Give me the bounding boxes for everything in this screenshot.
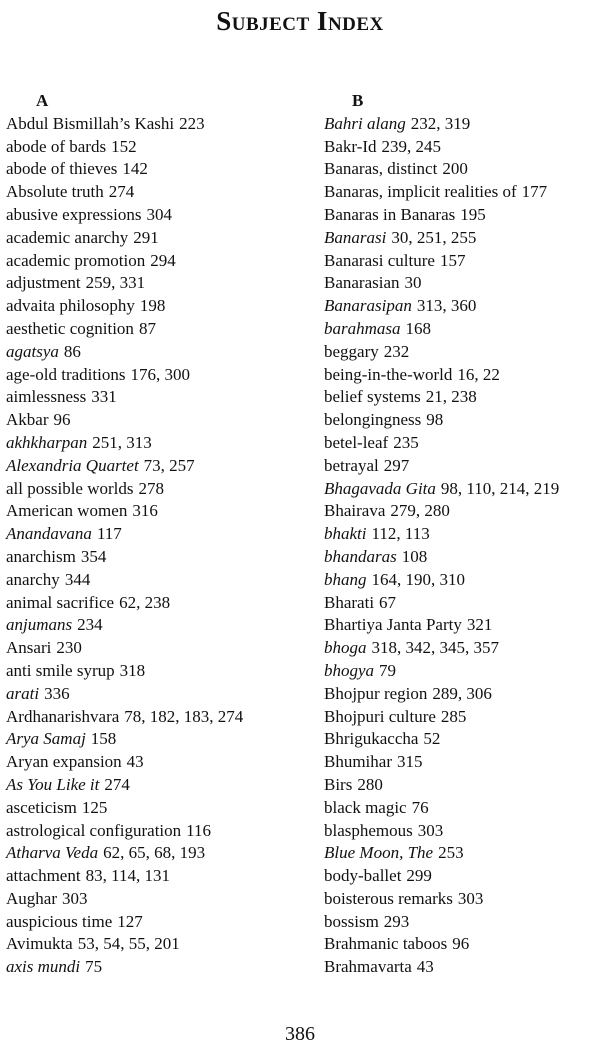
index-entry: [6, 842, 306, 865]
index-pages: 157: [439, 250, 466, 270]
index-pages: 303: [457, 888, 484, 908]
index-pages: 235: [393, 432, 419, 452]
index-entry: [6, 614, 306, 637]
index-entry: [324, 751, 600, 774]
index-pages: 112, 113: [371, 524, 430, 544]
index-entry: [324, 455, 600, 478]
index-entry: [6, 592, 306, 615]
page-title: Subject Index: [216, 6, 384, 36]
index-entry: [6, 820, 306, 843]
index-entry: [324, 272, 600, 295]
page-number: 386: [285, 1023, 315, 1045]
index-term: Banarasipan: [324, 296, 412, 316]
index-pages: 73, 257: [143, 455, 195, 475]
index-pages: 274: [108, 182, 135, 202]
index-term: Bhumihar: [324, 752, 392, 772]
index-term: betrayal: [324, 455, 379, 475]
index-pages: 239, 245: [381, 136, 442, 156]
index-entry: [324, 295, 600, 318]
index-entry: [324, 204, 600, 227]
index-entry: [6, 364, 306, 387]
index-entry: [6, 432, 306, 455]
index-pages: 313, 360: [416, 296, 477, 316]
index-entry: [324, 386, 600, 409]
index-entry: [6, 318, 306, 341]
index-entry: [6, 158, 306, 181]
index-pages: 318, 342, 345, 357: [371, 638, 499, 658]
index-entry: [6, 136, 306, 159]
index-term: anarchism: [6, 546, 76, 566]
index-entry: [324, 500, 600, 523]
index-term: Absolute truth: [6, 182, 104, 202]
index-entry: [324, 181, 600, 204]
index-term: body-ballet: [324, 866, 402, 886]
index-term: being-in-the-world: [324, 364, 453, 384]
index-term: Abdul Bismillah’s Kashi: [6, 113, 175, 133]
index-pages: 232: [383, 341, 410, 361]
index-term: agatsya: [6, 341, 59, 361]
index-term: anjumans: [6, 615, 73, 635]
index-term: Bahri alang: [324, 113, 406, 133]
index-pages: 30: [404, 273, 422, 293]
index-entry: [324, 614, 600, 637]
index-entry: [6, 523, 306, 546]
index-term: academic anarchy: [6, 227, 129, 247]
index-entry: [6, 341, 306, 364]
index-pages: 127: [117, 911, 143, 931]
index-entry: [6, 409, 306, 432]
index-entry: [6, 500, 306, 523]
index-entry: [6, 204, 306, 227]
index-term: bhakti: [324, 524, 367, 544]
index-term: bhoga: [324, 638, 367, 658]
index-term: As You Like it: [6, 774, 100, 794]
index-entry: [6, 386, 306, 409]
index-column-a: [6, 90, 306, 979]
index-pages: 117: [96, 524, 122, 544]
index-pages: 98, 110, 214, 219: [440, 478, 560, 498]
index-term: barahmasa: [324, 318, 401, 338]
index-term: Banarasi: [324, 227, 387, 247]
index-term: aesthetic cognition: [6, 318, 134, 338]
index-pages: 96: [452, 934, 470, 954]
index-pages: 96: [53, 410, 71, 430]
index-pages: 125: [81, 797, 108, 817]
index-entry: [6, 455, 306, 478]
index-term: Bakr-Id: [324, 136, 377, 156]
index-entry: [324, 888, 600, 911]
index-term: Aughar: [6, 888, 57, 908]
index-entry: [324, 956, 600, 979]
index-term: abusive expressions: [6, 204, 142, 224]
index-list-a: [6, 113, 306, 979]
index-entry: [324, 250, 600, 273]
index-term: Bhojpuri culture: [324, 706, 436, 726]
index-pages: 21, 238: [425, 387, 477, 407]
index-pages: 321: [466, 615, 493, 635]
index-term: academic promotion: [6, 250, 146, 270]
index-pages: 52: [423, 729, 441, 749]
index-pages: 98: [426, 410, 444, 430]
index-pages: 62, 238: [119, 592, 171, 612]
index-pages: 336: [44, 683, 70, 703]
index-term: Akbar: [6, 410, 49, 430]
index-term: bhang: [324, 569, 367, 589]
index-pages: 200: [442, 159, 468, 179]
index-entry: [6, 181, 306, 204]
index-entry: [6, 751, 306, 774]
index-pages: 259, 331: [85, 273, 146, 293]
index-entry: [324, 706, 600, 729]
index-entry: [6, 478, 306, 501]
index-term: Brahmanic taboos: [324, 934, 448, 954]
index-pages: 158: [90, 729, 117, 749]
index-term: betel-leaf: [324, 432, 389, 452]
index-pages: 280: [357, 774, 383, 794]
index-entry: [324, 911, 600, 934]
index-entry: [324, 660, 600, 683]
index-term: Arya Samaj: [6, 729, 86, 749]
index-entry: [324, 592, 600, 615]
index-pages: 318: [119, 660, 146, 680]
index-term: Bhairava: [324, 501, 386, 521]
index-pages: 223: [179, 113, 205, 133]
index-term: Bhojpur region: [324, 683, 428, 703]
index-entry: [6, 797, 306, 820]
index-term: adjustment: [6, 273, 81, 293]
index-term: black magic: [324, 797, 407, 817]
index-pages: 230: [56, 638, 82, 658]
index-pages: 43: [416, 957, 434, 977]
index-pages: 279, 280: [390, 501, 450, 521]
index-term: boisterous remarks: [324, 888, 453, 908]
index-term: Ansari: [6, 638, 52, 658]
index-pages: 86: [63, 341, 81, 361]
index-pages: 232, 319: [410, 113, 471, 133]
index-pages: 43: [126, 752, 144, 772]
index-pages: 354: [80, 546, 107, 566]
index-term: Alexandria Quartet: [6, 455, 139, 475]
index-entry: [6, 774, 306, 797]
index-pages: 62, 65, 68, 193: [103, 843, 206, 863]
index-entry: [324, 683, 600, 706]
index-term: animal sacrifice: [6, 592, 115, 612]
index-entry: [324, 774, 600, 797]
index-term: Aryan expansion: [6, 752, 122, 772]
index-entry: [6, 637, 306, 660]
index-term: beggary: [324, 341, 379, 361]
index-pages: 195: [460, 204, 486, 224]
index-column-b: [324, 90, 600, 979]
index-entry: [324, 842, 600, 865]
index-entry: [6, 888, 306, 911]
index-entry: [6, 683, 306, 706]
index-term: Brahmavarta: [324, 957, 412, 977]
index-entry: [324, 341, 600, 364]
index-pages: 168: [405, 318, 432, 338]
index-term: auspicious time: [6, 911, 113, 931]
index-entry: [6, 706, 306, 729]
index-pages: 116: [186, 820, 212, 840]
index-pages: 30, 251, 255: [391, 227, 477, 247]
section-heading-b: B: [352, 91, 364, 110]
index-entry: [324, 797, 600, 820]
index-entry: [324, 409, 600, 432]
index-pages: 293: [383, 911, 410, 931]
index-pages: 303: [61, 888, 88, 908]
index-term: anti smile syrup: [6, 660, 115, 680]
index-pages: 253: [438, 843, 464, 863]
index-term: Bhartiya Janta Party: [324, 615, 462, 635]
index-pages: 164, 190, 310: [371, 569, 465, 589]
index-pages: 274: [104, 774, 130, 794]
index-pages: 344: [64, 569, 91, 589]
index-entry: [6, 113, 306, 136]
index-entry: [6, 227, 306, 250]
index-list-b: [324, 113, 600, 979]
index-entry: [324, 227, 600, 250]
index-pages: 87: [138, 318, 156, 338]
section-heading-a: A: [36, 91, 49, 110]
index-entry: [6, 956, 306, 979]
index-pages: 79: [379, 660, 397, 680]
index-entry: [6, 250, 306, 273]
index-term: blasphemous: [324, 820, 413, 840]
index-pages: 198: [139, 296, 166, 316]
index-pages: 331: [91, 387, 117, 407]
index-pages: 304: [146, 204, 173, 224]
index-term: Ardhanarishvara: [6, 706, 120, 726]
index-entry: [324, 158, 600, 181]
index-entry: [6, 728, 306, 751]
index-entry: [324, 933, 600, 956]
index-entry: [6, 933, 306, 956]
index-pages: 67: [379, 592, 397, 612]
index-entry: [6, 660, 306, 683]
index-entry: [324, 569, 600, 592]
index-term: belongingness: [324, 410, 422, 430]
index-entry: [6, 295, 306, 318]
index-entry: [324, 820, 600, 843]
index-term: bhandaras: [324, 546, 397, 566]
index-entry: [324, 113, 600, 136]
index-pages: 76: [411, 797, 429, 817]
index-term: Anandavana: [6, 524, 92, 544]
index-term: Banarasi culture: [324, 250, 435, 270]
index-pages: 316: [132, 501, 158, 521]
index-entry: [324, 523, 600, 546]
index-pages: 177: [521, 182, 548, 202]
index-term: American women: [6, 501, 128, 521]
index-term: advaita philosophy: [6, 296, 135, 316]
index-pages: 152: [111, 136, 137, 156]
index-term: abode of thieves: [6, 159, 118, 179]
index-term: Bhrigukaccha: [324, 729, 419, 749]
index-term: asceticism: [6, 797, 77, 817]
index-entry: [324, 364, 600, 387]
index-pages: 299: [406, 866, 432, 886]
index-pages: 78, 182, 183, 274: [124, 706, 244, 726]
index-pages: 16, 22: [457, 364, 500, 384]
index-entry: [324, 637, 600, 660]
index-term: bhogya: [324, 660, 375, 680]
index-term: bossism: [324, 911, 379, 931]
index-term: Bhagavada Gita: [324, 478, 436, 498]
index-term: axis mundi: [6, 957, 81, 977]
index-term: Avimukta: [6, 934, 73, 954]
index-pages: 53, 54, 55, 201: [77, 934, 180, 954]
index-entry: [6, 272, 306, 295]
index-pages: 278: [138, 478, 164, 498]
index-term: aimlessness: [6, 387, 87, 407]
index-entry: [324, 478, 600, 501]
index-term: age-old traditions: [6, 364, 126, 384]
index-term: attachment: [6, 866, 81, 886]
index-pages: 176, 300: [130, 364, 190, 384]
index-entry: [6, 546, 306, 569]
index-pages: 294: [150, 250, 176, 270]
index-entry: [6, 911, 306, 934]
index-pages: 291: [133, 227, 159, 247]
index-pages: 108: [401, 546, 428, 566]
index-term: anarchy: [6, 569, 60, 589]
index-pages: 285: [440, 706, 467, 726]
index-term: Banaras in Banaras: [324, 204, 456, 224]
index-entry: [324, 728, 600, 751]
index-entry: [324, 432, 600, 455]
index-term: arati: [6, 683, 40, 703]
index-pages: 142: [122, 159, 148, 179]
index-term: Birs: [324, 774, 353, 794]
index-pages: 315: [397, 752, 423, 772]
index-entry: [324, 318, 600, 341]
index-pages: 251, 313: [92, 432, 152, 452]
index-term: Atharva Veda: [6, 843, 99, 863]
index-entry: [324, 865, 600, 888]
index-term: abode of bards: [6, 136, 107, 156]
index-term: Bharati: [324, 592, 375, 612]
index-term: Banaras, distinct: [324, 159, 438, 179]
index-term: akhkharpan: [6, 432, 88, 452]
index-term: astrological configuration: [6, 820, 182, 840]
index-pages: 75: [85, 957, 103, 977]
index-entry: [324, 546, 600, 569]
index-pages: 297: [383, 455, 410, 475]
index-entry: [6, 865, 306, 888]
index-entry: [6, 569, 306, 592]
index-pages: 83, 114, 131: [85, 866, 170, 886]
index-pages: 303: [417, 820, 444, 840]
index-term: belief systems: [324, 387, 421, 407]
index-term: all possible worlds: [6, 478, 134, 498]
index-term: Banaras, implicit realities of: [324, 182, 517, 202]
index-term: Banarasian: [324, 273, 400, 293]
index-entry: [324, 136, 600, 159]
index-pages: 234: [77, 615, 103, 635]
index-pages: 289, 306: [432, 683, 492, 703]
index-term: Blue Moon, The: [324, 843, 434, 863]
